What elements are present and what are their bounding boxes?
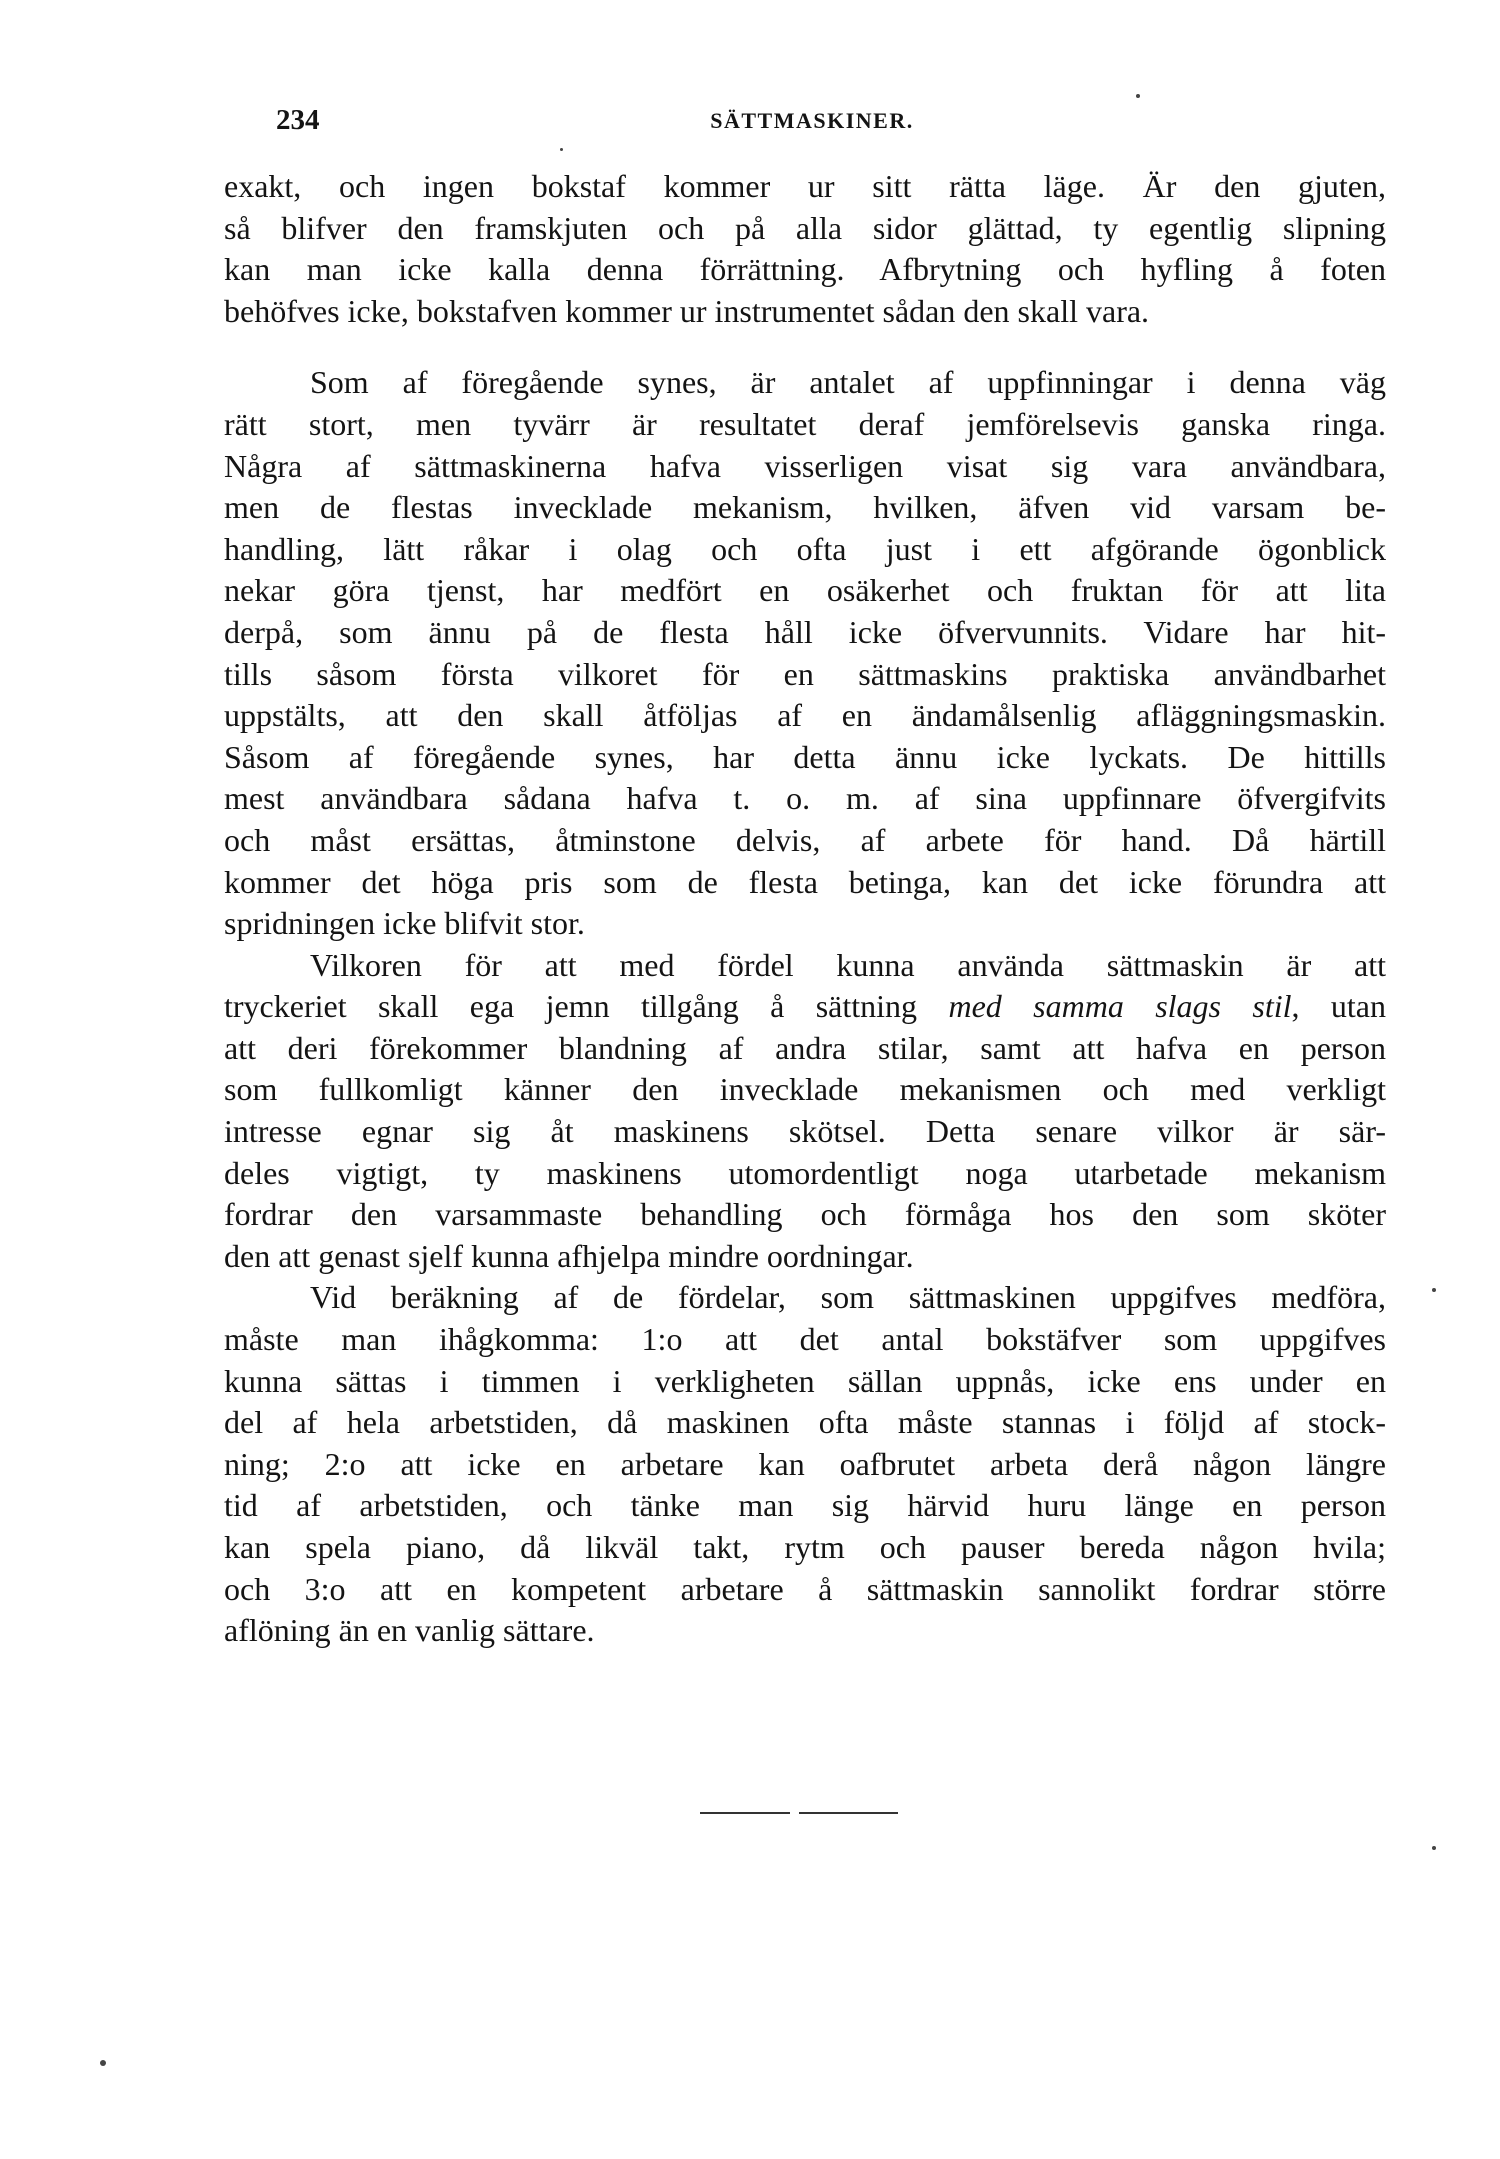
text-line: att deri förekommer blandning af andra stilar, samt att hafva en person — [224, 1029, 1386, 1066]
running-head — [232, 104, 1392, 144]
text-line: men de flestas invecklade mekanism, hvilken, äfven vid varsam be- — [224, 489, 1386, 526]
paragraph — [224, 166, 1386, 332]
text-line: måste man ihågkomma: 1:o att det antal bokstäfver som uppgifves — [224, 1321, 1386, 1358]
text-line: rätt stort, men tyvärr är resultatet deraf jemförelsevis ganska ringa. — [224, 405, 1386, 442]
end-rule-gap — [790, 1808, 799, 1818]
text-line: så blifver den framskjuten och på alla sidor glättad, ty egentlig slipning — [224, 209, 1386, 246]
paragraph — [224, 1277, 1386, 1651]
text-line: del af hela arbetstiden, då maskinen ofta måste stannas i följd af stock- — [224, 1404, 1386, 1441]
print-speck — [560, 148, 563, 151]
text-line: tid af arbetstiden, och tänke man sig härvid huru länge en person — [224, 1487, 1386, 1524]
text-line: Såsom af föregående synes, har detta ännu icke lyckats. De hittills — [224, 738, 1386, 775]
text-line: fordrar den varsammaste behandling och förmåga hos den som sköter — [224, 1196, 1386, 1233]
text-line: kan spela piano, då likväl takt, rytm och pauser bereda någon hvila; — [224, 1529, 1386, 1565]
print-speck — [1432, 1846, 1436, 1850]
print-speck — [100, 2060, 106, 2066]
text-line: mest användbara sådana hafva t. o. m. af sina uppfinnare öfvergifvits — [224, 780, 1386, 817]
text-line: Vid beräkning af de fördelar, som sättmaskinen uppgifves medföra, — [310, 1279, 1386, 1316]
page-number: 234 — [276, 104, 320, 136]
text-line: kommer det höga pris som de flesta betinga, kan det icke förundra att — [224, 863, 1386, 900]
text-line: som fullkomligt känner den invecklade mekanismen och med verkligt — [224, 1071, 1386, 1108]
text-line: kan man icke kalla denna förrättning. Afbrytning och hyfling å foten — [224, 251, 1386, 288]
text-line: och 3:o att en kompetent arbetare å sättmaskin sannolikt fordrar större — [224, 1570, 1386, 1607]
print-speck — [1432, 1288, 1436, 1292]
text-line: och måst ersättas, åtminstone delvis, af arbete för hand. Då härtill — [224, 821, 1386, 858]
text-line: intresse egnar sig åt maskinens skötsel. Detta senare vilkor är sär- — [224, 1113, 1386, 1150]
text-line: spridningen icke blifvit stor. — [224, 905, 585, 942]
text-line: behöfves icke, bokstafven kommer ur instrumentet sådan den skall vara. — [224, 292, 1150, 329]
text-line: den att genast sjelf kunna afhjelpa mindre oordningar. — [224, 1237, 914, 1274]
text-line: nekar göra tjenst, har medfört en osäkerhet och fruktan för att lita — [224, 572, 1386, 609]
paragraph — [224, 945, 1386, 1278]
running-title: SÄTTMASKINER. — [710, 108, 914, 133]
paragraph — [224, 362, 1386, 944]
text-line: derpå, som ännu på de flesta håll icke öfvervunnits. Vidare har hit- — [224, 613, 1386, 650]
end-rule — [700, 1812, 898, 1814]
emphasis: med samma slags stil — [948, 988, 1292, 1025]
text-line: ning; 2:o att icke en arbetare kan oafbrutet arbeta derå någon längre — [224, 1445, 1386, 1482]
text-line: tryckeriet skall ega jemn tillgång å sättning med samma slags stil, utan — [224, 988, 1387, 1025]
body-text — [224, 166, 1386, 1652]
text-line: tills såsom första vilkoret för en sättmaskins praktiska användbarhet — [224, 655, 1386, 692]
text-line: uppstälts, att den skall åtföljas af en ändamålsenlig afläggningsmaskin. — [224, 697, 1386, 734]
text-line: exakt, och ingen bokstaf kommer ur sitt rätta läge. Är den gjuten, — [224, 168, 1386, 204]
text-line: aflöning än en vanlig sättare. — [224, 1612, 595, 1649]
paragraph-gap — [224, 332, 1386, 362]
text-line: handling, lätt råkar i olag och ofta just i ett afgörande ögonblick — [224, 530, 1386, 567]
text-line: deles vigtigt, ty maskinens utomordentligt noga utarbetade mekanism — [224, 1154, 1386, 1191]
text-line: Vilkoren för att med fördel kunna använda sättmaskin är att — [310, 946, 1386, 983]
text-line: Några af sättmaskinerna hafva visserligen visat sig vara användbara, — [224, 447, 1386, 484]
text-line: Som af föregående synes, är antalet af uppfinningar i denna väg — [310, 364, 1386, 401]
print-speck — [1136, 94, 1140, 98]
text-line: kunna sättas i timmen i verkligheten sällan uppnås, icke ens under en — [224, 1362, 1386, 1399]
